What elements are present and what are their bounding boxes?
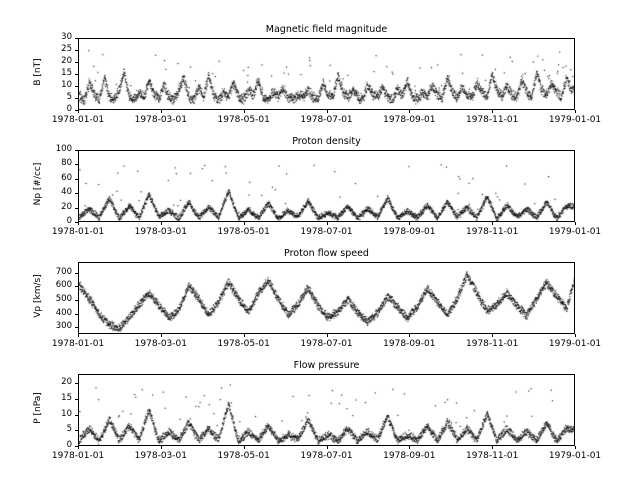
y-tick-label: 5 [66,424,72,435]
x-tick-mark [492,446,493,449]
x-tick-mark [409,110,410,113]
y-tick-label: 0 [66,216,72,226]
y-tick-label: 0 [66,104,72,114]
y-tick-mark [75,430,78,431]
x-tick-mark [161,334,162,337]
y-tick-mark [75,50,78,51]
chart-panel-2 [0,136,640,252]
y-tick-label: 10 [61,408,72,419]
x-tick-label: 1978-07-01 [300,339,353,349]
x-tick-mark [244,110,245,113]
x-tick-label: 1978-11-01 [466,227,519,237]
data-points-layer [79,375,575,446]
y-tick-mark [75,179,78,180]
y-tick-mark [75,314,78,315]
y-tick-label: 15 [61,68,72,78]
x-tick-label: 1978-01-01 [51,451,105,461]
y-tick-label: 10 [61,80,72,90]
chart-panel-1 [0,24,640,140]
y-tick-mark [75,74,78,75]
x-tick-mark [327,222,328,225]
y-tick-mark [75,208,78,209]
y-tick-mark [75,150,78,151]
plot-area [78,262,575,334]
y-tick-label: 20 [61,201,72,212]
x-tick-mark [78,446,79,449]
y-tick-mark [75,300,78,301]
x-tick-mark [575,446,576,449]
y-tick-label: 15 [61,393,72,404]
x-tick-label: 1978-09-01 [383,451,436,461]
x-tick-mark [244,446,245,449]
y-tick-label: 20 [61,56,72,66]
y-tick-mark [75,415,78,416]
y-axis-label: B [nT] [33,58,43,86]
x-tick-label: 1979-01-01 [548,451,602,461]
y-tick-mark [75,193,78,194]
x-tick-label: 1979-01-01 [548,227,602,237]
x-tick-mark [409,334,410,337]
chart-title: Flow pressure [293,360,360,371]
x-tick-mark [78,334,79,337]
y-tick-label: 60 [61,172,72,183]
y-tick-label: 600 [55,280,72,291]
data-points-layer [79,39,575,110]
x-tick-mark [161,446,162,449]
y-tick-label: 0 [66,440,72,450]
data-points-layer [79,151,575,222]
x-tick-mark [409,446,410,449]
x-tick-label: 1978-05-01 [217,339,270,349]
y-axis-label: P [nPa] [33,392,43,424]
y-tick-label: 100 [55,144,72,154]
x-tick-mark [575,334,576,337]
x-tick-label: 1978-03-01 [134,451,187,461]
y-tick-mark [75,399,78,400]
y-tick-mark [75,38,78,39]
y-tick-label: 20 [61,377,72,388]
chart-panel-3 [0,248,640,364]
x-tick-mark [327,110,328,113]
y-tick-label: 25 [61,44,72,54]
plot-area [78,38,575,110]
x-tick-label: 1978-03-01 [134,339,187,349]
x-tick-label: 1978-09-01 [383,339,436,349]
x-tick-label: 1979-01-01 [548,339,602,349]
y-tick-mark [75,273,78,274]
x-tick-mark [161,222,162,225]
data-points-layer [79,263,575,334]
y-tick-label: 40 [61,187,72,198]
x-tick-label: 1978-11-01 [466,115,519,125]
y-tick-label: 80 [61,158,72,169]
x-tick-mark [78,222,79,225]
x-tick-label: 1978-07-01 [300,115,353,125]
y-axis-label: Np [#/cc] [33,162,43,206]
x-tick-label: 1978-07-01 [300,451,353,461]
x-tick-label: 1978-05-01 [217,451,270,461]
chart-title: Proton density [292,136,361,147]
y-tick-label: 5 [66,92,72,102]
x-tick-mark [575,110,576,113]
x-tick-label: 1978-01-01 [51,115,105,125]
chart-title: Proton flow speed [284,248,369,259]
y-tick-label: 300 [55,321,72,332]
x-tick-mark [244,222,245,225]
x-tick-mark [492,334,493,337]
x-tick-label: 1978-11-01 [466,339,519,349]
y-tick-label: 30 [61,32,72,42]
x-tick-mark [575,222,576,225]
x-tick-label: 1978-03-01 [134,227,187,237]
x-tick-label: 1978-09-01 [383,115,436,125]
y-tick-mark [75,164,78,165]
y-tick-mark [75,383,78,384]
x-tick-label: 1978-05-01 [217,115,270,125]
x-tick-mark [492,222,493,225]
plot-area [78,150,575,222]
x-tick-mark [492,110,493,113]
y-tick-mark [75,286,78,287]
x-tick-mark [409,222,410,225]
x-tick-label: 1978-01-01 [51,339,105,349]
x-tick-mark [327,446,328,449]
x-tick-label: 1978-03-01 [134,115,187,125]
x-tick-label: 1978-11-01 [466,451,519,461]
x-tick-mark [161,110,162,113]
y-tick-label: 400 [55,307,72,318]
x-tick-label: 1978-01-01 [51,227,105,237]
x-tick-label: 1978-07-01 [300,227,353,237]
y-axis-label: Vp [km/s] [33,274,43,318]
x-tick-mark [78,110,79,113]
plot-area [78,374,575,446]
y-tick-label: 500 [55,294,72,305]
y-tick-label: 700 [55,266,72,277]
x-tick-mark [327,334,328,337]
y-tick-mark [75,98,78,99]
chart-title: Magnetic field magnitude [265,24,388,35]
x-tick-label: 1978-09-01 [383,227,436,237]
x-tick-label: 1978-05-01 [217,227,270,237]
y-tick-mark [75,62,78,63]
y-tick-mark [75,86,78,87]
x-tick-mark [244,334,245,337]
x-tick-label: 1979-01-01 [548,115,602,125]
chart-panel-4 [0,360,640,476]
y-tick-mark [75,327,78,328]
